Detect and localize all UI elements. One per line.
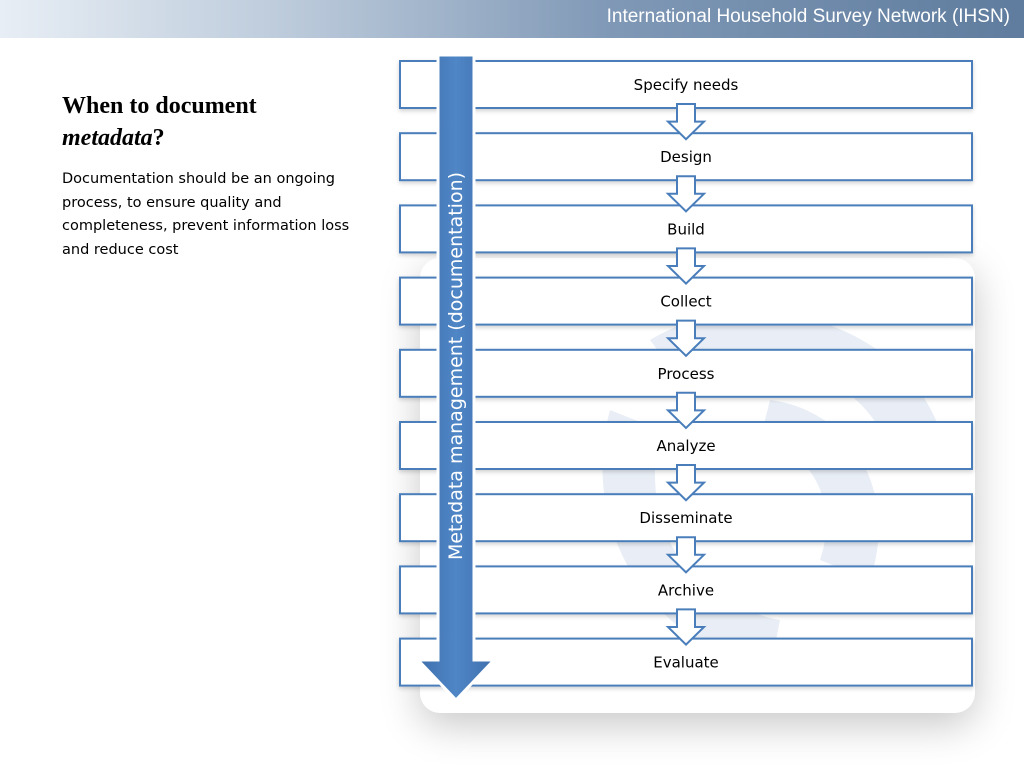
header-title: International Household Survey Network (IHSN) <box>606 6 1010 27</box>
arrow-label: Metadata management (documentation) <box>445 171 467 561</box>
step-label-build: Build <box>667 220 705 239</box>
step-label-analyze: Analyze <box>656 437 716 455</box>
step-label-process: Process <box>657 364 715 383</box>
step-label-collect: Collect <box>660 292 712 311</box>
body-text: Documentation should be an ongoing process, to ensure quality and completeness, prevent information loss and reduce cost <box>62 171 350 258</box>
step-label-evaluate: Evaluate <box>653 653 719 672</box>
step-label-design: Design <box>660 148 712 167</box>
slide-title-text: When to document <box>62 93 257 119</box>
step-label-disseminate: Disseminate <box>639 509 733 528</box>
slide-title-question-mark: ? <box>152 125 165 151</box>
step-label-archive: Archive <box>657 581 715 600</box>
step-label-specify-needs: Specify needs <box>633 76 739 94</box>
slide-title-emphasis: metadata <box>62 125 153 151</box>
